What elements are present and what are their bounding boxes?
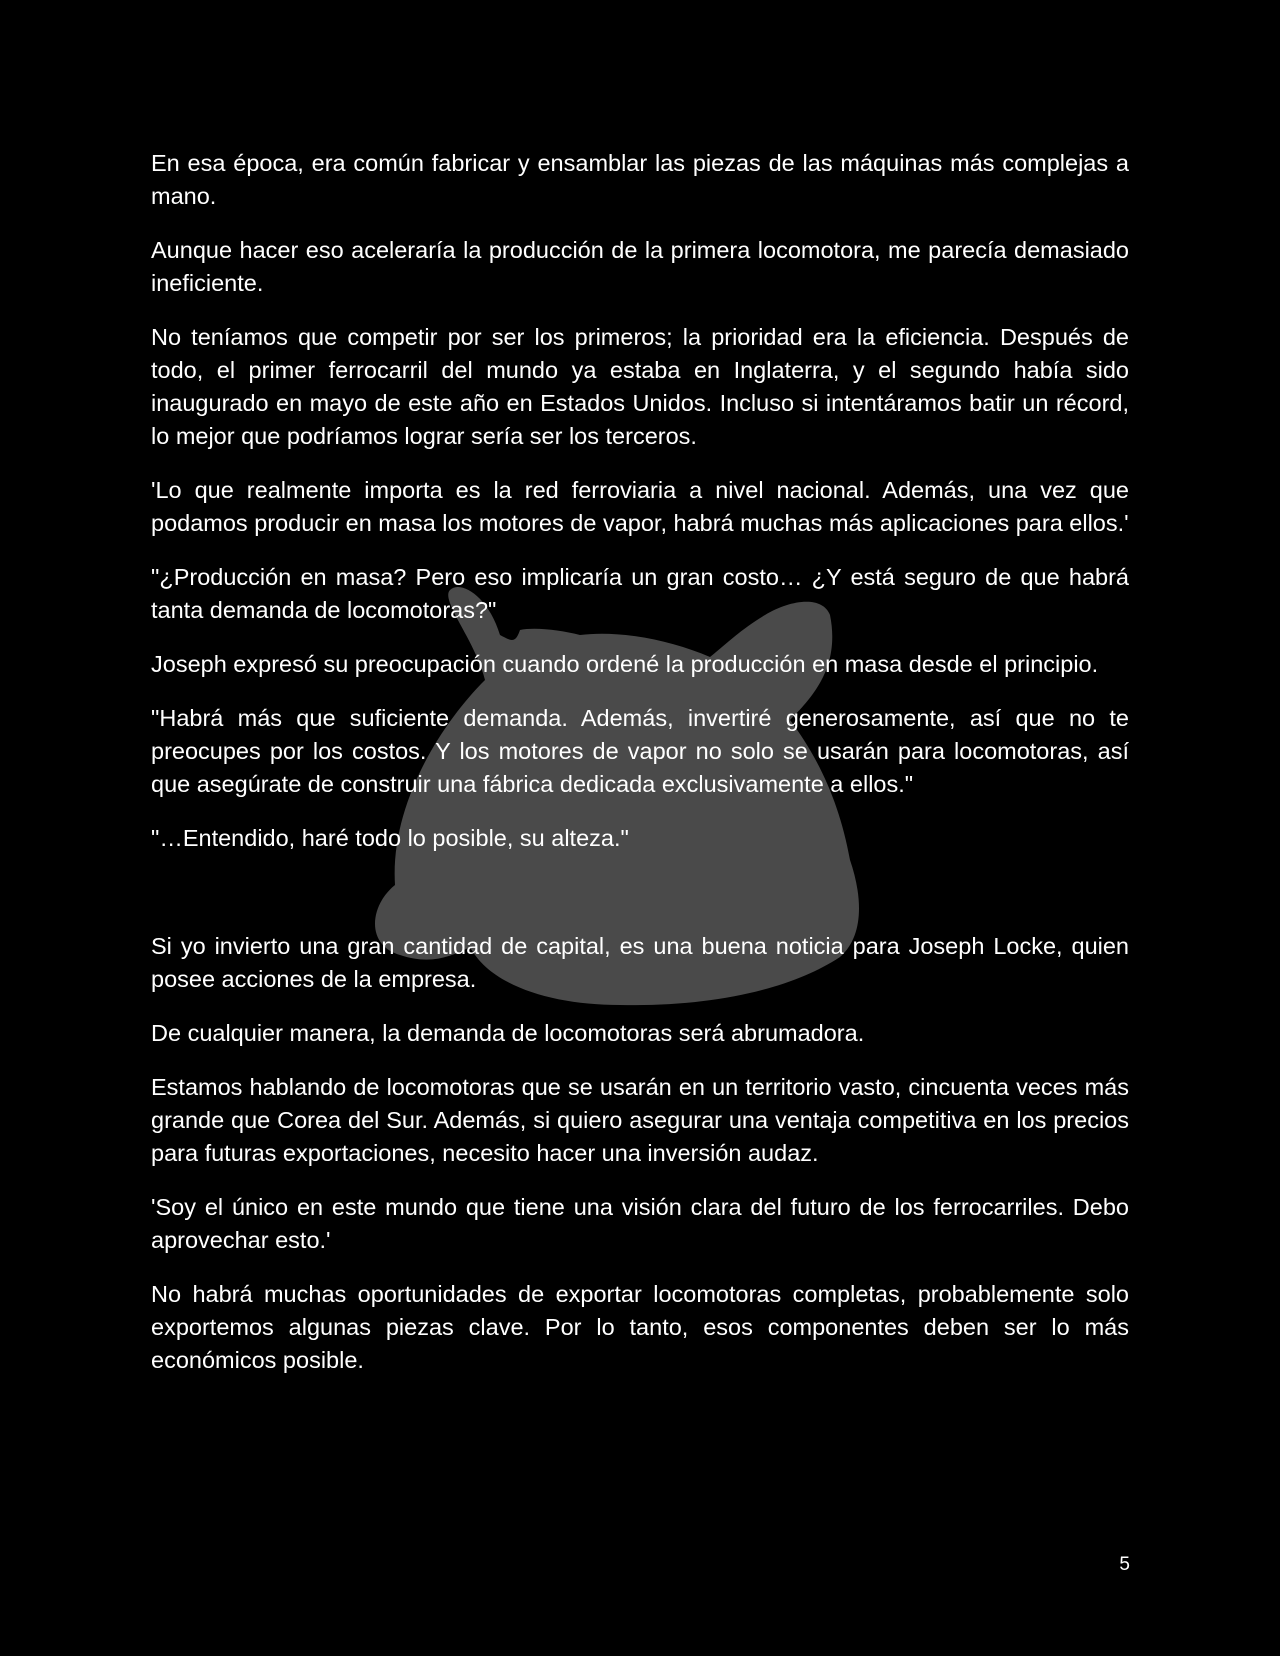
paragraph: "¿Producción en masa? Pero eso implicaría un gran costo… ¿Y está seguro de que habrá tanta demanda de locomotoras?" bbox=[151, 564, 1129, 623]
paragraph: 'Lo que realmente importa es la red ferroviaria a nivel nacional. Además, una vez que podamos producir en masa los motores de vapor, habrá muchas más aplicaciones para ellos.' bbox=[151, 477, 1129, 536]
paragraph: 'Soy el único en este mundo que tiene una visión clara del futuro de los ferrocarriles. Debo aprovechar esto.' bbox=[151, 1194, 1129, 1253]
paragraph: Aunque hacer eso aceleraría la producción de la primera locomotora, me parecía demasiado ineficiente. bbox=[151, 237, 1129, 296]
scene-break bbox=[151, 855, 1129, 930]
paragraph: Estamos hablando de locomotoras que se usarán en un territorio vasto, cincuenta veces más grande que Corea del Sur. Además, si quiero asegurar una ventaja competitiva en los precios para futuras exportaciones, necesito hacer una inversión audaz. bbox=[151, 1074, 1129, 1166]
paragraph: En esa época, era común fabricar y ensamblar las piezas de las máquinas más complejas a mano. bbox=[151, 150, 1129, 209]
paragraph: Joseph expresó su preocupación cuando ordené la producción en masa desde el principio. bbox=[151, 651, 1099, 677]
paragraph: "Habrá más que suficiente demanda. Además, invertiré generosamente, así que no te preocupes por los costos. Y los motores de vapor no solo se usarán para locomotoras, así que asegúrate de construir una fábrica dedicada exclusivamente a ellos." bbox=[151, 705, 1129, 797]
paragraph: "…Entendido, haré todo lo posible, su alteza." bbox=[151, 825, 629, 851]
page-number: 5 bbox=[1119, 1554, 1130, 1575]
paragraph: No teníamos que competir por ser los primeros; la prioridad era la eficiencia. Después de todo, el primer ferrocarril del mundo ya estaba en Inglaterra, y el segundo había sido inaugurado en mayo de este año en Estados Unidos. Incluso si intentáramos batir un récord, lo mejor que podríamos lograr sería ser los terceros. bbox=[151, 324, 1129, 449]
paragraph: De cualquier manera, la demanda de locomotoras será abrumadora. bbox=[151, 1020, 865, 1046]
paragraph: Si yo invierto una gran cantidad de capital, es una buena noticia para Joseph Locke, quien posee acciones de la empresa. bbox=[151, 933, 1129, 992]
paragraph: No habrá muchas oportunidades de exportar locomotoras completas, probablemente solo exportemos algunas piezas clave. Por lo tanto, esos componentes deben ser lo más económicos posible. bbox=[151, 1281, 1129, 1373]
body-text bbox=[151, 147, 1129, 1377]
